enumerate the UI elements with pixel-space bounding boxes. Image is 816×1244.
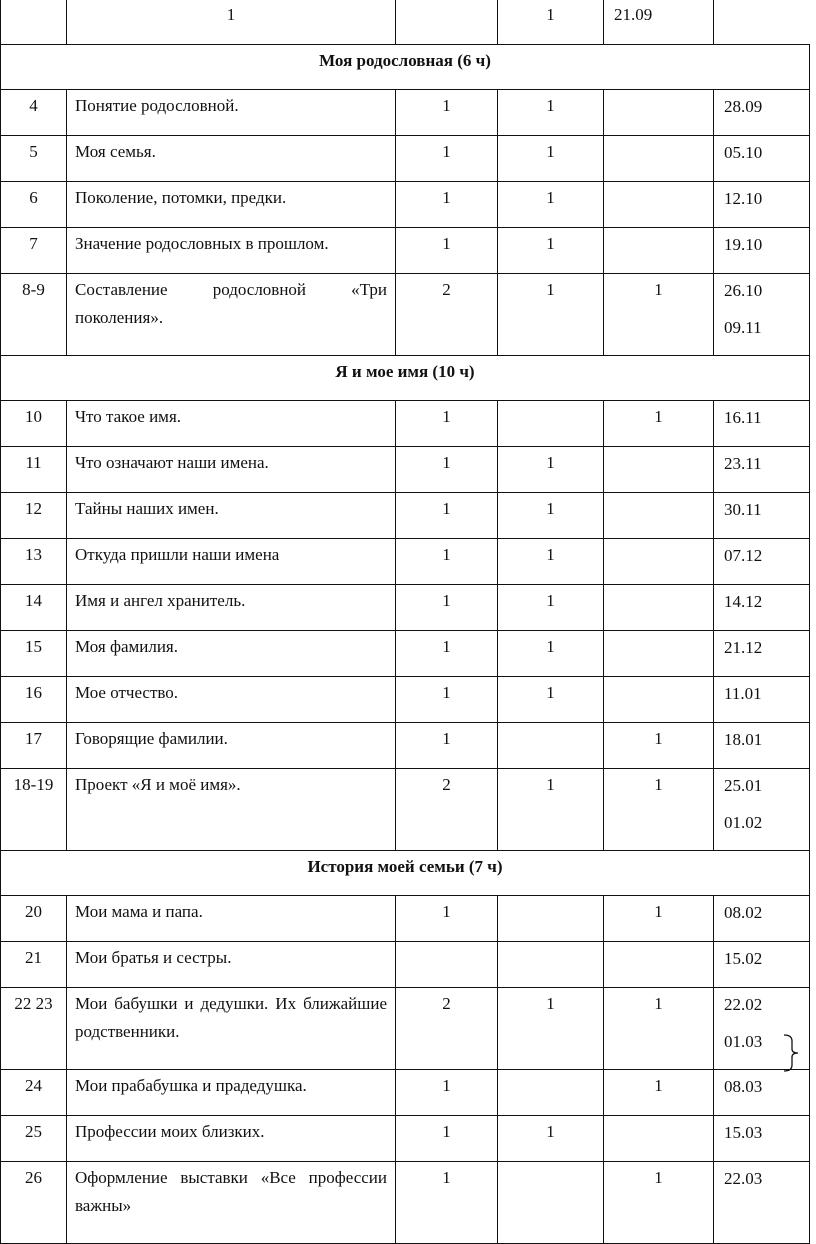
row-total: 1 [396, 493, 498, 539]
table-row [1, 274, 810, 356]
row-dates [714, 228, 810, 274]
row-number: 26 [1, 1162, 67, 1244]
row-dates [714, 677, 810, 723]
row-dates [714, 1116, 810, 1162]
section-header-row [1, 45, 810, 90]
table-row [1, 896, 810, 942]
row-total: 2 [396, 769, 498, 851]
row-date: 18.01 [724, 730, 763, 749]
row-date: 21.12 [724, 638, 763, 657]
row-practice [604, 182, 714, 228]
row-topic: Имя и ангел хранитель. [67, 585, 396, 631]
table-row [1, 677, 810, 723]
row-number: 4 [1, 90, 67, 136]
row-date: 16.11 [724, 408, 762, 427]
row-date: 19.10 [724, 235, 763, 254]
row-theory [498, 401, 604, 447]
table-row [1, 631, 810, 677]
row-number: 10 [1, 401, 67, 447]
section-header-row [1, 356, 810, 401]
curly-brace-icon [782, 1033, 810, 1073]
row-topic: 1 [67, 0, 396, 45]
row-theory: 1 [498, 988, 604, 1070]
row-topic: Мои мама и папа. [67, 896, 396, 942]
row-total: 1 [396, 539, 498, 585]
row-date: 28.09 [724, 97, 763, 116]
row-dates [714, 182, 810, 228]
table-row [1, 401, 810, 447]
row-theory [498, 1070, 604, 1116]
row-practice: 1 [604, 1070, 714, 1116]
table-row [1, 493, 810, 539]
row-date: 01.03 [724, 1032, 763, 1051]
row-date: 30.11 [724, 500, 762, 519]
row-practice: 1 [604, 988, 714, 1070]
row-practice: 1 [604, 401, 714, 447]
row-total: 1 [396, 182, 498, 228]
row-number: 24 [1, 1070, 67, 1116]
row-practice [604, 447, 714, 493]
row-topic: Понятие родословной. [67, 90, 396, 136]
row-date: 22.02 [724, 995, 763, 1014]
section-title: Моя родословная (6 ч) [1, 45, 810, 90]
row-number: 6 [1, 182, 67, 228]
row-date: 25.01 [724, 776, 763, 795]
row-total: 1 [396, 401, 498, 447]
row-date: 08.03 [724, 1077, 763, 1096]
row-theory: 1 [498, 493, 604, 539]
row-total [396, 0, 498, 45]
table-row [1, 0, 810, 45]
section-header-row [1, 851, 810, 896]
row-practice [604, 90, 714, 136]
row-date: 08.02 [724, 903, 763, 922]
row-dates [714, 631, 810, 677]
row-practice [604, 136, 714, 182]
row-practice [604, 631, 714, 677]
row-practice [604, 677, 714, 723]
table-row [1, 182, 810, 228]
row-topic: Говорящие фамилии. [67, 723, 396, 769]
row-total: 1 [396, 90, 498, 136]
table-row [1, 988, 810, 1070]
row-date: 15.03 [724, 1123, 763, 1142]
row-theory: 1 [498, 274, 604, 356]
row-date: 14.12 [724, 592, 763, 611]
row-dates [714, 401, 810, 447]
row-topic: Мои прабабушка и прадедушка. [67, 1070, 396, 1116]
row-date: 15.02 [724, 949, 763, 968]
row-date: 12.10 [724, 189, 763, 208]
row-topic: Мое отчество. [67, 677, 396, 723]
row-total: 1 [396, 447, 498, 493]
row-theory [498, 1162, 604, 1244]
row-total: 1 [396, 896, 498, 942]
row-topic: Мои бабушки и дедушки. Их ближайшие родственники. [67, 988, 396, 1070]
table-row [1, 769, 810, 851]
row-theory: 1 [498, 677, 604, 723]
row-dates [714, 539, 810, 585]
table-row [1, 1162, 810, 1244]
row-total: 1 [396, 585, 498, 631]
row-total: 1 [396, 631, 498, 677]
row-dates [714, 447, 810, 493]
row-theory [498, 723, 604, 769]
row-theory: 1 [498, 447, 604, 493]
table-row [1, 1070, 810, 1116]
row-date: 26.10 [724, 281, 763, 300]
row-topic: Профессии моих близких. [67, 1116, 396, 1162]
row-topic: Поколение, потомки, предки. [67, 182, 396, 228]
row-dates [714, 769, 810, 851]
table-row [1, 942, 810, 988]
row-practice: 21.09 [604, 0, 714, 45]
row-total: 1 [396, 723, 498, 769]
row-dates [714, 1070, 810, 1116]
row-topic: Что такое имя. [67, 401, 396, 447]
table-row [1, 228, 810, 274]
row-topic: Что означают наши имена. [67, 447, 396, 493]
table-row [1, 90, 810, 136]
row-theory: 1 [498, 631, 604, 677]
table-row [1, 539, 810, 585]
row-theory: 1 [498, 585, 604, 631]
row-number: 16 [1, 677, 67, 723]
row-practice: 1 [604, 1162, 714, 1244]
table-row [1, 447, 810, 493]
row-date: 05.10 [724, 143, 763, 162]
row-number [1, 0, 67, 45]
row-number: 18-19 [1, 769, 67, 851]
row-topic: Откуда пришли наши имена [67, 539, 396, 585]
section-title: История моей семьи (7 ч) [1, 851, 810, 896]
row-practice: 1 [604, 274, 714, 356]
row-number: 11 [1, 447, 67, 493]
row-dates [714, 896, 810, 942]
row-number: 25 [1, 1116, 67, 1162]
row-number: 14 [1, 585, 67, 631]
row-topic: Проект «Я и моё имя». [67, 769, 396, 851]
row-number: 12 [1, 493, 67, 539]
row-theory [498, 896, 604, 942]
row-dates [714, 90, 810, 136]
row-theory: 1 [498, 228, 604, 274]
row-date: 22.03 [724, 1169, 763, 1188]
row-theory [498, 942, 604, 988]
row-number: 22 23 [1, 988, 67, 1070]
row-number: 13 [1, 539, 67, 585]
row-theory: 1 [498, 0, 604, 45]
row-total: 1 [396, 228, 498, 274]
row-date: 11.01 [724, 684, 762, 703]
row-practice [604, 493, 714, 539]
row-topic: Значение родословных в прошлом. [67, 228, 396, 274]
row-topic: Моя семья. [67, 136, 396, 182]
row-dates [714, 1162, 810, 1244]
row-topic: Оформление выставки «Все профессии важны» [67, 1162, 396, 1244]
row-practice [604, 539, 714, 585]
row-total: 2 [396, 274, 498, 356]
row-topic: Моя фамилия. [67, 631, 396, 677]
row-date: 01.02 [724, 813, 763, 832]
row-date: 23.11 [724, 454, 762, 473]
table-row [1, 723, 810, 769]
row-practice: 1 [604, 896, 714, 942]
row-dates [714, 274, 810, 356]
row-theory: 1 [498, 90, 604, 136]
row-number: 7 [1, 228, 67, 274]
row-theory: 1 [498, 1116, 604, 1162]
row-practice [604, 585, 714, 631]
row-number: 15 [1, 631, 67, 677]
row-total: 2 [396, 988, 498, 1070]
row-topic: Тайны наших имен. [67, 493, 396, 539]
row-date: 09.11 [724, 318, 762, 337]
table-row [1, 136, 810, 182]
row-practice [604, 1116, 714, 1162]
row-dates [714, 942, 810, 988]
row-topic: Мои братья и сестры. [67, 942, 396, 988]
row-total [396, 942, 498, 988]
row-total: 1 [396, 1162, 498, 1244]
row-number: 20 [1, 896, 67, 942]
row-total: 1 [396, 1116, 498, 1162]
section-title: Я и мое имя (10 ч) [1, 356, 810, 401]
row-date: 07.12 [724, 546, 763, 565]
row-number: 17 [1, 723, 67, 769]
row-topic: Составление родословной «Три поколения». [67, 274, 396, 356]
row-date [714, 0, 810, 45]
row-theory: 1 [498, 136, 604, 182]
row-number: 8-9 [1, 274, 67, 356]
row-number: 21 [1, 942, 67, 988]
row-total: 1 [396, 136, 498, 182]
table-row [1, 1116, 810, 1162]
row-theory: 1 [498, 182, 604, 228]
row-practice: 1 [604, 723, 714, 769]
row-practice [604, 228, 714, 274]
row-practice: 1 [604, 769, 714, 851]
row-dates [714, 585, 810, 631]
row-practice [604, 942, 714, 988]
row-total: 1 [396, 1070, 498, 1116]
row-dates [714, 493, 810, 539]
row-number: 5 [1, 136, 67, 182]
table-row [1, 585, 810, 631]
row-dates [714, 136, 810, 182]
row-theory: 1 [498, 539, 604, 585]
row-dates [714, 723, 810, 769]
row-theory: 1 [498, 769, 604, 851]
row-total: 1 [396, 677, 498, 723]
